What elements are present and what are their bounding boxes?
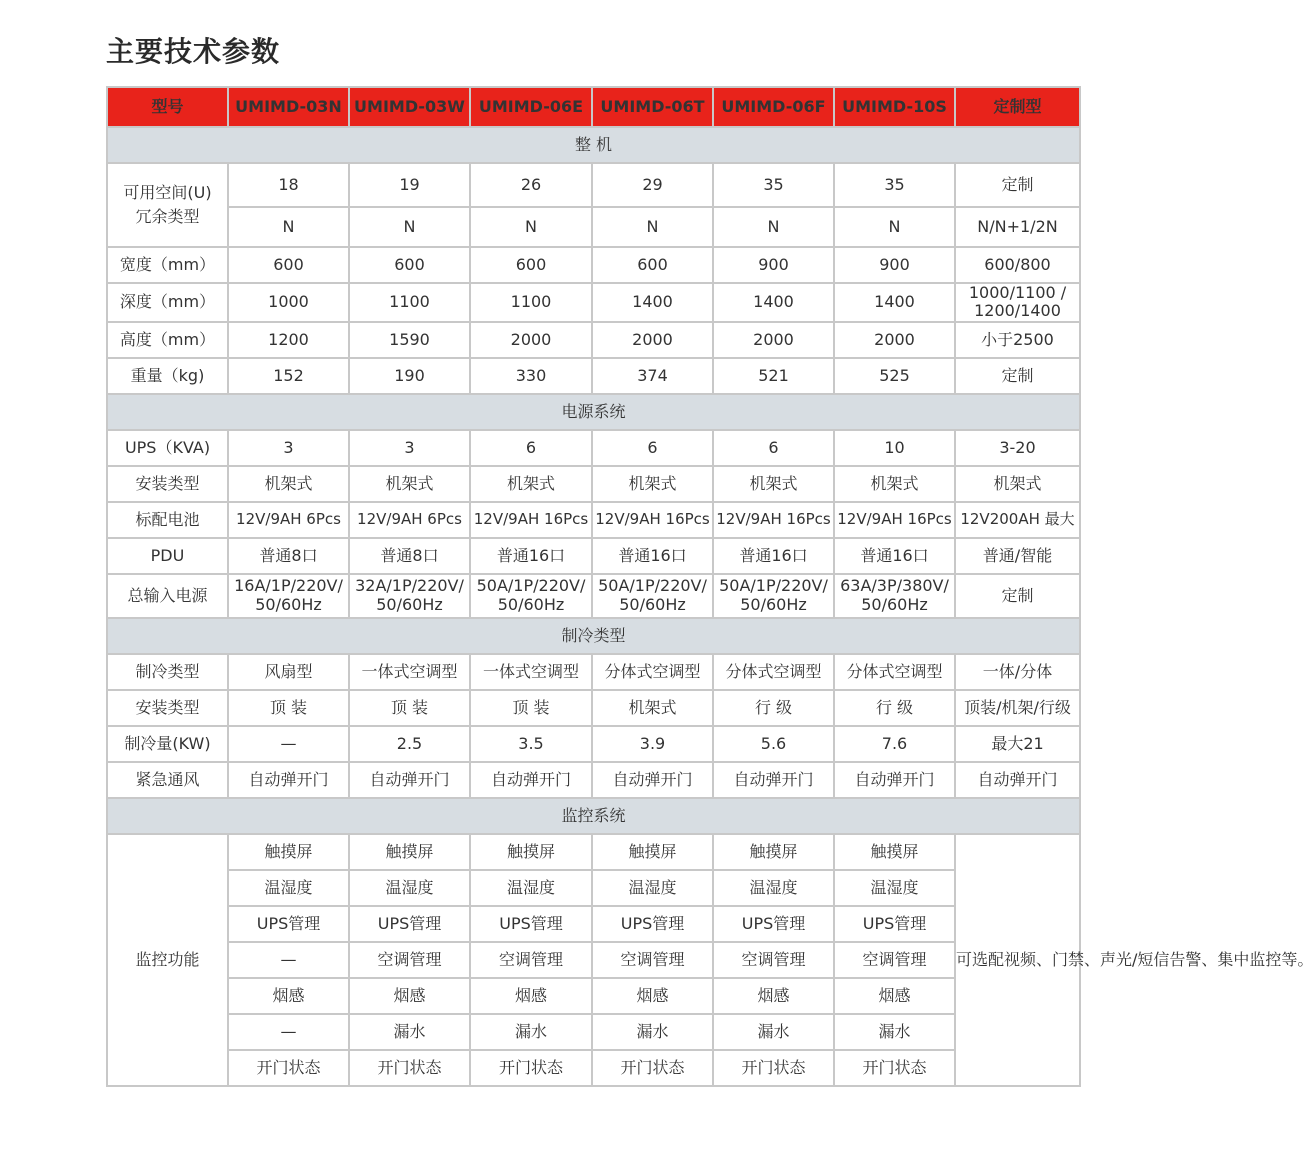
cell-value: 定制: [955, 163, 1080, 207]
cell-line: 50/60Hz: [376, 594, 443, 614]
cell-value: 6: [713, 430, 834, 466]
cell-value: UPS管理: [713, 906, 834, 942]
section-monitor: [107, 798, 1080, 834]
cell-value: 26: [470, 163, 592, 207]
cell-value: 自动弹开门: [834, 762, 955, 798]
row-input-power: [107, 574, 1080, 618]
cell-value: 35: [713, 163, 834, 207]
cell-value: 自动弹开门: [228, 762, 349, 798]
row-depth: [107, 283, 1080, 322]
row-weight: [107, 358, 1080, 394]
cell-value: 自动弹开门: [955, 762, 1080, 798]
row-label-space-redundancy: [107, 163, 228, 247]
cell-value: 普通16口: [713, 538, 834, 574]
cell-line: 1000/1100 /: [968, 283, 1067, 302]
cell-value: 顶装/机架/行级: [955, 690, 1080, 726]
cell-value: 521: [713, 358, 834, 394]
row-pdu: [107, 538, 1080, 574]
cell-value: 900: [834, 247, 955, 283]
cell-value: 330: [470, 358, 592, 394]
row-monitor-1: [107, 834, 1080, 870]
cell-value: 12V/9AH 6Pcs: [349, 502, 470, 538]
cell-value: 最大21: [955, 726, 1080, 762]
header-custom: 定制型: [955, 87, 1080, 127]
cell-value: 开门状态: [470, 1050, 592, 1086]
cell-value: 机架式: [470, 466, 592, 502]
cell-value: 普通/智能: [955, 538, 1080, 574]
cell-value: 机架式: [592, 690, 713, 726]
cell-value: 152: [228, 358, 349, 394]
header-umimd-10s: UMIMD-10S: [834, 87, 955, 127]
cell-line: 50A/1P/220V/: [598, 576, 707, 596]
cell-value: N: [228, 207, 349, 247]
header-row: [107, 87, 1080, 127]
cell-value: 3: [228, 430, 349, 466]
cell-value: N: [592, 207, 713, 247]
cell-line: 50/60Hz: [255, 594, 322, 614]
cell-value: 190: [349, 358, 470, 394]
cell-value: 1200: [228, 322, 349, 358]
cell-value: 触摸屏: [349, 834, 470, 870]
cell-value: 机架式: [592, 466, 713, 502]
row-label: 深度（mm）: [107, 283, 228, 322]
cell-value: 6: [470, 430, 592, 466]
cell-line: 16A/1P/220V/: [234, 576, 343, 596]
cell-value: 自动弹开门: [349, 762, 470, 798]
cell-value: UPS管理: [834, 906, 955, 942]
cell-value: N: [349, 207, 470, 247]
cell-line: 50/60Hz: [740, 594, 807, 614]
cell-line: 50/60Hz: [619, 594, 686, 614]
cell-value: 900: [713, 247, 834, 283]
cell-value: 温湿度: [470, 870, 592, 906]
cell-value: 1400: [713, 283, 834, 322]
row-height: [107, 322, 1080, 358]
cell-value: 触摸屏: [228, 834, 349, 870]
cell-value: 漏水: [834, 1014, 955, 1050]
cell-value: 漏水: [470, 1014, 592, 1050]
cell-value: 分体式空调型: [713, 654, 834, 690]
cell-value: 12V/9AH 6Pcs: [228, 502, 349, 538]
row-cooling-type: [107, 654, 1080, 690]
cell-value: 6: [592, 430, 713, 466]
row-monitor-7: [107, 1050, 1080, 1086]
cell-value: 开门状态: [228, 1050, 349, 1086]
cell-value: 525: [834, 358, 955, 394]
cell-value: 2000: [470, 322, 592, 358]
row-label: PDU: [107, 538, 228, 574]
cell-value: N: [834, 207, 955, 247]
cell-value: 2.5: [349, 726, 470, 762]
section-cooling: [107, 618, 1080, 654]
cell-value: 18: [228, 163, 349, 207]
cell-value: 12V/9AH 16Pcs: [834, 502, 955, 538]
cell-value: 普通16口: [470, 538, 592, 574]
row-label: 重量（kg): [107, 358, 228, 394]
row-battery: [107, 502, 1080, 538]
row-width: [107, 247, 1080, 283]
cell-value: 1590: [349, 322, 470, 358]
cell-value: 600: [349, 247, 470, 283]
cell-value: —: [228, 942, 349, 978]
cell-value: 触摸屏: [470, 834, 592, 870]
cell-value: 温湿度: [592, 870, 713, 906]
row-label: 紧急通风: [107, 762, 228, 798]
cell-value: 定制: [955, 358, 1080, 394]
cell-value: 空调管理: [592, 942, 713, 978]
row-ups: [107, 430, 1080, 466]
cell-value: 2000: [713, 322, 834, 358]
header-umimd-06e: UMIMD-06E: [470, 87, 592, 127]
section-title: 电源系统: [107, 394, 1080, 430]
cell-value: 开门状态: [834, 1050, 955, 1086]
cell-value: UPS管理: [349, 906, 470, 942]
cell-value: 2000: [592, 322, 713, 358]
cell-value: 开门状态: [713, 1050, 834, 1086]
cell-value: 2000: [834, 322, 955, 358]
cell-value: 机架式: [713, 466, 834, 502]
cell-value: 烟感: [834, 978, 955, 1014]
spec-table: [106, 86, 1313, 1087]
cell-value-multiline: [955, 283, 1080, 322]
row-label: 宽度（mm）: [107, 247, 228, 283]
row-monitor-2: [107, 870, 1080, 906]
cell-value-multiline: [349, 574, 470, 618]
cell-value: 开门状态: [349, 1050, 470, 1086]
header-umimd-06t: UMIMD-06T: [592, 87, 713, 127]
cell-value: 自动弹开门: [713, 762, 834, 798]
section-title: 制冷类型: [107, 618, 1080, 654]
cell-value: 烟感: [713, 978, 834, 1014]
cell-value: UPS管理: [592, 906, 713, 942]
cell-value: 空调管理: [349, 942, 470, 978]
cell-value: 600: [228, 247, 349, 283]
cell-value: 触摸屏: [592, 834, 713, 870]
cell-line: 50A/1P/220V/: [719, 576, 828, 596]
cell-value: 小于2500: [955, 322, 1080, 358]
cell-value: 温湿度: [349, 870, 470, 906]
cell-line: 50/60Hz: [497, 594, 565, 614]
cell-value: 烟感: [592, 978, 713, 1014]
cell-value: 空调管理: [470, 942, 592, 978]
cell-value-multiline: [592, 574, 713, 618]
cell-value: 19: [349, 163, 470, 207]
cell-line: 32A/1P/220V/: [355, 576, 464, 596]
cell-line: 63A/3P/380V/: [840, 576, 949, 596]
cell-value: 行 级: [713, 690, 834, 726]
cell-value: 1000: [228, 283, 349, 322]
header-model: 型号: [107, 87, 228, 127]
cell-value: 1100: [349, 283, 470, 322]
cell-value: 12V200AH 最大: [955, 502, 1080, 538]
cell-value: N/N+1/2N: [955, 207, 1080, 247]
row-label: 制冷量(KW): [107, 726, 228, 762]
header-umimd-03w: UMIMD-03W: [349, 87, 470, 127]
cell-value: 3.5: [470, 726, 592, 762]
cell-value: 分体式空调型: [834, 654, 955, 690]
cell-value: 1100: [470, 283, 592, 322]
cell-value-multiline: [834, 574, 955, 618]
cell-value: 600: [592, 247, 713, 283]
cell-value: N: [470, 207, 592, 247]
cell-value: 3: [349, 430, 470, 466]
cell-value: —: [228, 726, 349, 762]
cell-value: N: [713, 207, 834, 247]
header-umimd-03n: UMIMD-03N: [228, 87, 349, 127]
cell-value: 风扇型: [228, 654, 349, 690]
cell-value: 温湿度: [834, 870, 955, 906]
cell-value: 温湿度: [713, 870, 834, 906]
row-label: 安装类型: [107, 466, 228, 502]
cell-value: 一体式空调型: [349, 654, 470, 690]
row-monitor-6: [107, 1014, 1080, 1050]
cell-value-multiline: [713, 574, 834, 618]
cell-value: 烟感: [470, 978, 592, 1014]
row-label: 总输入电源: [107, 574, 228, 618]
cell-value: 7.6: [834, 726, 955, 762]
cell-value: 3-20: [955, 430, 1080, 466]
row-label: 安装类型: [107, 690, 228, 726]
section-power: [107, 394, 1080, 430]
cell-value: 一体/分体: [955, 654, 1080, 690]
row-cooling-capacity: [107, 726, 1080, 762]
cell-value: 10: [834, 430, 955, 466]
cell-value: 普通8口: [349, 538, 470, 574]
cell-value-multiline: [228, 574, 349, 618]
section-title: 监控系统: [107, 798, 1080, 834]
row-monitor-5: [107, 978, 1080, 1014]
monitor-custom-note: 可选配视频、门禁、声光/短信告警、集中监控等。: [955, 834, 1080, 1086]
cell-value: 温湿度: [228, 870, 349, 906]
section-machine: [107, 127, 1080, 163]
cell-value: 1400: [592, 283, 713, 322]
cell-value: 12V/9AH 16Pcs: [470, 502, 592, 538]
cell-value: 烟感: [228, 978, 349, 1014]
cell-value: 600/800: [955, 247, 1080, 283]
cell-value: 普通16口: [834, 538, 955, 574]
cell-value: 普通8口: [228, 538, 349, 574]
cell-value: —: [228, 1014, 349, 1050]
cell-value: 顶 装: [349, 690, 470, 726]
cell-value: 空调管理: [713, 942, 834, 978]
cell-value: 普通16口: [592, 538, 713, 574]
cell-value: 漏水: [592, 1014, 713, 1050]
cell-value: 空调管理: [834, 942, 955, 978]
cell-value: 自动弹开门: [592, 762, 713, 798]
row-emergency-vent: [107, 762, 1080, 798]
page-title: 主要技术参数: [106, 35, 281, 68]
header-umimd-06f: UMIMD-06F: [713, 87, 834, 127]
cell-value: 顶 装: [228, 690, 349, 726]
cell-value: 漏水: [713, 1014, 834, 1050]
section-title: 整 机: [107, 127, 1080, 163]
cell-value: 烟感: [349, 978, 470, 1014]
row-monitor-3: [107, 906, 1080, 942]
cell-value: 行 级: [834, 690, 955, 726]
cell-value: 374: [592, 358, 713, 394]
row-label: UPS（KVA): [107, 430, 228, 466]
cell-value: UPS管理: [470, 906, 592, 942]
cell-value: 顶 装: [470, 690, 592, 726]
cell-value: 自动弹开门: [470, 762, 592, 798]
cell-value: 漏水: [349, 1014, 470, 1050]
cell-value: 机架式: [955, 466, 1080, 502]
cell-value: 触摸屏: [834, 834, 955, 870]
row-space: [107, 163, 1080, 207]
cell-value: 机架式: [228, 466, 349, 502]
cell-value: 12V/9AH 16Pcs: [592, 502, 713, 538]
cell-value: 600: [470, 247, 592, 283]
row-power-install: [107, 466, 1080, 502]
cell-line: 50A/1P/220V/: [476, 576, 586, 596]
row-label: 制冷类型: [107, 654, 228, 690]
cell-value-multiline: [470, 574, 592, 618]
row-label-monitor: 监控功能: [107, 834, 228, 1086]
cell-value: 触摸屏: [713, 834, 834, 870]
row-redundancy: [107, 207, 1080, 247]
cell-value: 12V/9AH 16Pcs: [713, 502, 834, 538]
label-redundancy: 冗余类型: [135, 207, 200, 226]
cell-value: 机架式: [349, 466, 470, 502]
label-space: 可用空间(U): [123, 182, 212, 202]
cell-line: 50/60Hz: [861, 594, 928, 614]
cell-value: 35: [834, 163, 955, 207]
cell-value: 定制: [955, 574, 1080, 618]
cell-value: 29: [592, 163, 713, 207]
row-label: 高度（mm）: [107, 322, 228, 358]
cell-line: 1200/1400: [974, 301, 1061, 321]
cell-value: 机架式: [834, 466, 955, 502]
row-label: 标配电池: [107, 502, 228, 538]
cell-value: 5.6: [713, 726, 834, 762]
cell-value: 3.9: [592, 726, 713, 762]
cell-value: UPS管理: [228, 906, 349, 942]
cell-value: 分体式空调型: [592, 654, 713, 690]
cell-value: 一体式空调型: [470, 654, 592, 690]
row-cooling-install: [107, 690, 1080, 726]
cell-value: 开门状态: [592, 1050, 713, 1086]
cell-value: 1400: [834, 283, 955, 322]
row-monitor-4: [107, 942, 1080, 978]
